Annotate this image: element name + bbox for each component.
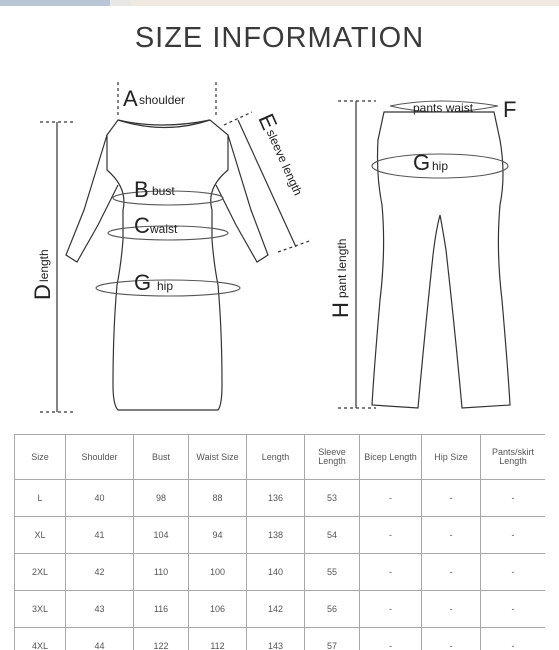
cell-hip: - (422, 628, 481, 650)
pants-outline (372, 112, 510, 408)
cell-shoulder: 44 (66, 628, 134, 650)
cell-size: L (15, 480, 66, 517)
cell-pants: - (481, 628, 546, 650)
label-d-text: length (37, 249, 51, 282)
right-sleeve (216, 135, 268, 262)
garment-diagram (0, 70, 559, 430)
cell-size: 4XL (15, 628, 66, 650)
cell-bicep: - (360, 554, 422, 591)
cell-sleeve: 56 (305, 591, 360, 628)
cell-pants: - (481, 554, 546, 591)
top-strip-blue (0, 0, 110, 6)
label-h-text: pant length (335, 238, 349, 298)
cell-size: XL (15, 517, 66, 554)
table-row (15, 628, 546, 650)
cell-hip: - (422, 517, 481, 554)
cell-bust: 116 (134, 591, 189, 628)
label-b-text: bust (152, 184, 175, 198)
cell-pants: - (481, 480, 546, 517)
cell-bicep: - (360, 628, 422, 650)
cell-waist: 106 (189, 591, 247, 628)
cell-size: 3XL (15, 591, 66, 628)
page-title: SIZE INFORMATION (134, 22, 425, 54)
size-table (14, 434, 545, 650)
label-f-letter: F (503, 97, 517, 122)
label-d-letter: D (30, 284, 55, 300)
label-c-letter: C (134, 213, 150, 238)
cell-pants: - (481, 517, 546, 554)
dress-outline (107, 120, 228, 410)
header-sleeve-length: Sleeve Length (305, 435, 360, 480)
header-hip-size: Hip Size (422, 435, 481, 480)
cell-pants: - (481, 591, 546, 628)
header-shoulder: Shoulder (66, 435, 134, 480)
cell-waist: 100 (189, 554, 247, 591)
table-header-row (15, 435, 546, 480)
label-a-letter: A (123, 86, 138, 111)
cell-waist: 88 (189, 480, 247, 517)
cell-shoulder: 40 (66, 480, 134, 517)
neckline (118, 120, 210, 128)
top-strip-shade (130, 0, 559, 6)
cell-hip: - (422, 480, 481, 517)
cell-bicep: - (360, 517, 422, 554)
header-waist-size: Waist Size (189, 435, 247, 480)
cell-sleeve: 55 (305, 554, 360, 591)
label-b-letter: B (134, 177, 149, 202)
cell-hip: - (422, 554, 481, 591)
label-pants-g-text: hip (432, 159, 449, 173)
cell-shoulder: 41 (66, 517, 134, 554)
cell-bust: 104 (134, 517, 189, 554)
header-length: Length (247, 435, 305, 480)
cell-shoulder: 43 (66, 591, 134, 628)
cell-shoulder: 42 (66, 554, 134, 591)
cell-sleeve: 57 (305, 628, 360, 650)
cell-hip: - (422, 591, 481, 628)
cell-bicep: - (360, 591, 422, 628)
label-e-letter: E (253, 109, 283, 134)
cell-sleeve: 53 (305, 480, 360, 517)
table-row (15, 554, 546, 591)
cell-bicep: - (360, 480, 422, 517)
top-image-strip (0, 0, 559, 6)
label-g-letter: G (134, 270, 152, 295)
label-e-text: sleeve length (263, 127, 306, 198)
sleeve-top-tick (224, 112, 252, 125)
cell-bust: 110 (134, 554, 189, 591)
header-size: Size (15, 435, 66, 480)
header-bust: Bust (134, 435, 189, 480)
cell-waist: 112 (189, 628, 247, 650)
cell-bust: 98 (134, 480, 189, 517)
header-bicep-length: Bicep Length (360, 435, 422, 480)
cell-length: 140 (247, 554, 305, 591)
table-row (15, 480, 546, 517)
cell-bust: 122 (134, 628, 189, 650)
table-row (15, 591, 546, 628)
cell-length: 143 (247, 628, 305, 650)
cell-length: 136 (247, 480, 305, 517)
left-sleeve (66, 135, 118, 262)
cell-sleeve: 54 (305, 517, 360, 554)
label-g-text: hip (157, 279, 174, 293)
cell-length: 142 (247, 591, 305, 628)
table-row (15, 517, 546, 554)
label-pants-g-letter: G (413, 150, 431, 175)
header-pants-skirt-length: Pants/skirt Length (481, 435, 546, 480)
label-a-text: shoulder (139, 93, 186, 107)
label-c-text: waist (150, 222, 178, 236)
cell-waist: 94 (189, 517, 247, 554)
cell-length: 138 (247, 517, 305, 554)
label-pants-waist-text: pants waist (413, 101, 474, 115)
size-table-wrapper (14, 434, 545, 650)
label-h-letter: H (328, 302, 353, 318)
cell-size: 2XL (15, 554, 66, 591)
